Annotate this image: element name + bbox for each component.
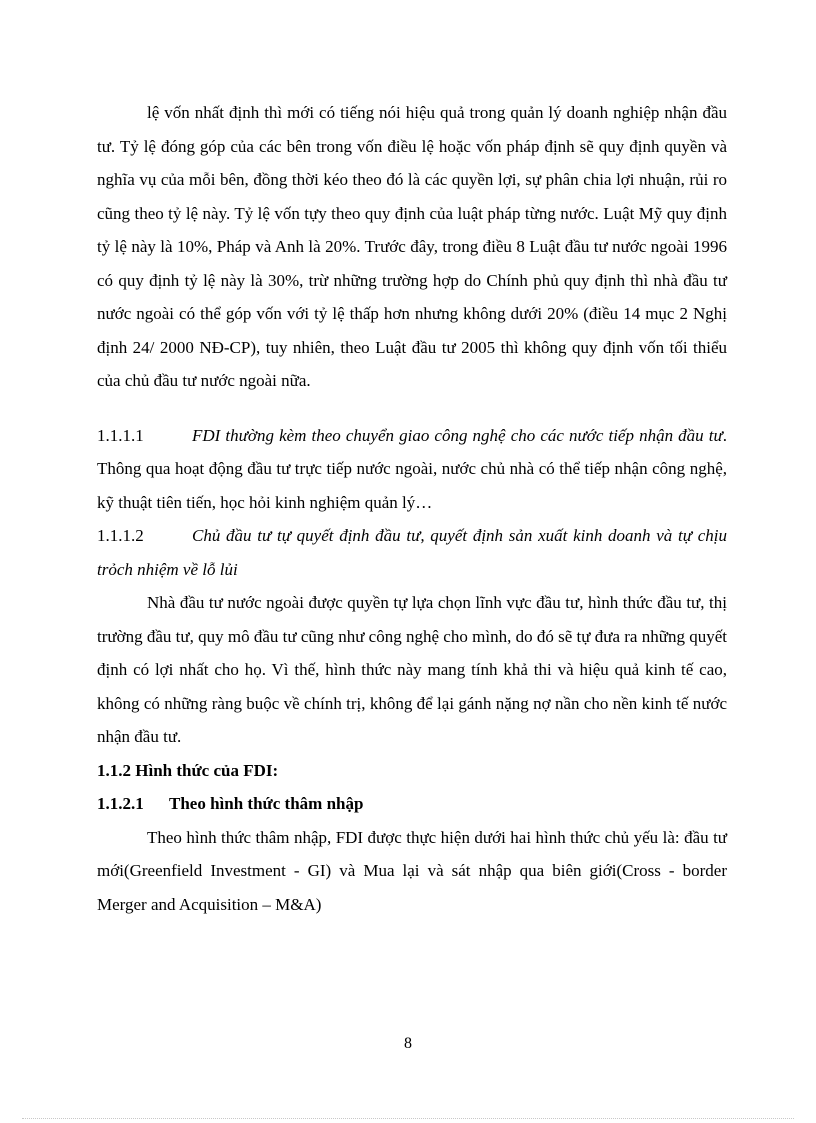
document-body	[97, 96, 727, 921]
paragraph-entry-forms: Theo hình thức thâm nhập, FDI được thực hiện dưới hai hình thức chủ yếu là: đầu tư mới(Greenfield Investment - GI) và Mua lại và sát nhập qua biên giới(Cross - border Merger and Acquisition – M&A)	[97, 827, 727, 914]
heading-1-1-2: 1.1.2 Hình thức của FDI:	[97, 760, 279, 780]
section-1-1-1-2	[97, 519, 727, 586]
heading-title: Theo hình thức thâm nhập	[169, 794, 364, 813]
section-number: 1.1.1.2	[97, 526, 144, 545]
section-italic-lead: FDI thường kèm theo chuyển giao công nghệ cho các nước tiếp nhận đầu tư	[192, 425, 723, 445]
paragraph-investor-rights: Nhà đầu tư nước ngoài được quyền tự lựa chọn lĩnh vực đầu tư, hình thức đầu tư, thị trường đầu tư, quy mô đầu tư cũng như công nghệ cho mình, do đó sẽ tự đưa ra những quyết định có lợi nhất cho họ. Vì thế, hình thức này mang tính khả thi và hiệu quả kinh tế cao, không có những ràng buộc về chính trị, không để lại gánh nặng nợ nần cho nền kinh tế nước nhận đầu tư.	[97, 593, 727, 746]
section-1-1-1-1	[97, 419, 727, 520]
section-body: . Thông qua hoạt động đầu tư trực tiếp nước ngoài, nước chủ nhà có thể tiếp nhận công nghệ, kỹ thuật tiên tiến, học hỏi kinh nghiệm quản lý…	[97, 425, 727, 512]
page-number: 8	[404, 1035, 412, 1052]
section-italic-lead: Chủ đầu tư tự quyết định đầu tư, quyết định sản xuất kinh doanh và tự chịu trỏch nhiệm về lỗ lủi	[97, 526, 727, 579]
heading-number: 1.1.2.1	[97, 794, 144, 813]
heading-1-1-2-1	[97, 787, 727, 821]
page-bottom-divider	[22, 1118, 794, 1119]
paragraph-capital-ratio: lệ vốn nhất định thì mới có tiếng nói hiệu quả trong quản lý doanh nghiệp nhận đầu tư. Tỷ lệ đóng góp của các bên trong vốn điều lệ hoặc vốn pháp định sẽ quy định quyền và nghĩa vụ của mỗi bên, đồng thời kéo theo đó là các quyền lợi, sự phân chia lợi nhuận, rủi ro cũng theo tỷ lệ này. Tỷ lệ vốn tựy theo quy định của luật pháp từng nước. Luật Mỹ quy định tỷ lệ này là 10%, Pháp và Anh là 20%. Trước đây, trong điều 8 Luật đầu tư nước ngoài 1996 có quy định tỷ lệ này là 30%, trừ những trường hợp do Chính phủ quy định thì nhà đầu tư nước ngoài có thể góp vốn với tỷ lệ thấp hơn nhưng không dưới 20% (điều 14 mục 2 Nghị định 24/ 2000 NĐ-CP), tuy nhiên, theo Luật đầu tư 2005 thì không quy định vốn tối thiểu của chủ đầu tư nước ngoài nữa.	[97, 103, 727, 390]
section-number: 1.1.1.1	[97, 425, 144, 445]
